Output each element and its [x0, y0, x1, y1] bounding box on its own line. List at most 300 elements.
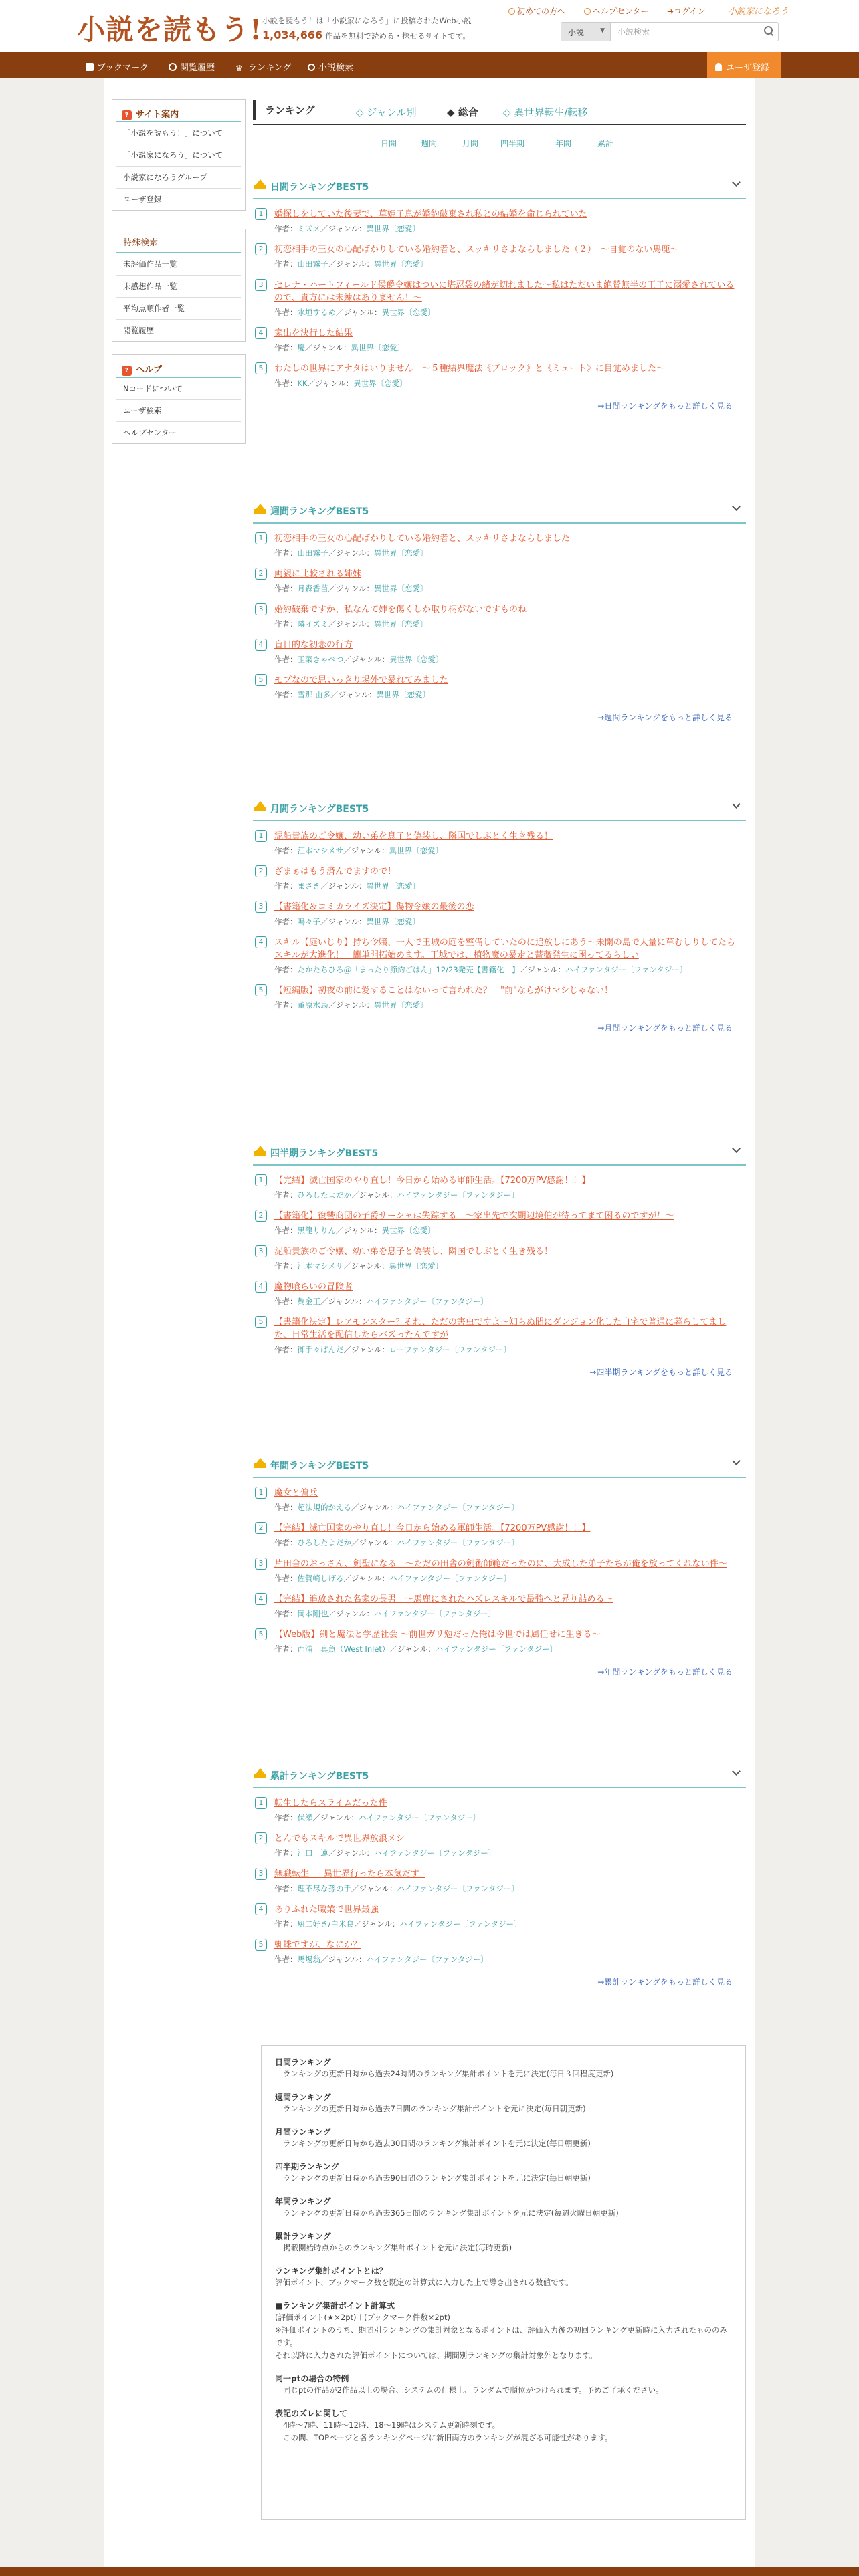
author-label: 作者：: [274, 224, 298, 233]
rank-number: 4: [255, 327, 267, 339]
genre-link[interactable]: 異世界〔恋愛〕: [389, 655, 444, 664]
author-label: 作者：: [274, 619, 298, 629]
user-icon: [715, 63, 722, 71]
genre-link[interactable]: 異世界〔恋愛〕: [373, 619, 428, 629]
author-link[interactable]: 西浦 真魚（West Inlet）: [297, 1644, 390, 1654]
genre-label: ／ジャンル：: [343, 1574, 389, 1583]
novel-title-link[interactable]: 転生したらスライムだった件: [274, 1798, 387, 1808]
author-link[interactable]: 厨二好き/白米良: [297, 1919, 354, 1929]
novel-meta: [261, 1644, 746, 1655]
novel-title-link[interactable]: 蜘蛛ですが、なにか？: [274, 1940, 362, 1950]
login-icon: ➜: [667, 7, 674, 16]
novel-meta: [261, 689, 746, 701]
genre-link[interactable]: ハイファンタジー〔ファンタジー〕: [397, 1503, 519, 1512]
novel-title-link[interactable]: 【Web版】剣と魔法と学歴社会 ～前世ガリ勉だった俺は今世では風任せに生きる～: [274, 1630, 601, 1640]
novel-title-link[interactable]: わたしの世界にアナタはいりません ～５種結界魔法《ブロック》と《ミュート》に目覚めました～: [274, 364, 665, 374]
author-link[interactable]: 董原水鳥: [297, 1000, 328, 1010]
genre-link[interactable]: 異世界〔恋愛〕: [373, 259, 428, 269]
author-link[interactable]: 麹金王: [297, 1297, 320, 1306]
chevron-down-icon: ▼: [600, 27, 605, 34]
sidebar-item[interactable]: 小説家になろうグループ: [116, 167, 241, 189]
novel-meta: [261, 1261, 746, 1272]
novel-meta: [261, 378, 746, 389]
subtab-total[interactable]: 累計: [597, 139, 614, 148]
genre-link[interactable]: 異世界〔恋愛〕: [366, 224, 420, 233]
sidebar-item[interactable]: 「小説を読もう！」について: [116, 122, 241, 144]
ranking-item: [253, 674, 746, 701]
author-label: 作者：: [274, 1848, 298, 1858]
search-input[interactable]: 小説検索: [617, 27, 650, 37]
genre-link[interactable]: 異世界〔恋愛〕: [381, 308, 436, 317]
ranking-item: [253, 830, 746, 857]
novel-meta: [261, 881, 746, 892]
author-link[interactable]: ひろしたよだか: [297, 1190, 351, 1200]
note-heading: 日間ランキング: [275, 2058, 331, 2067]
section-title: 累計ランキングBEST5: [270, 1771, 369, 1782]
ranking-item: [253, 1316, 746, 1356]
ranking-item: [253, 1797, 746, 1824]
author-link[interactable]: 玉菜きゃべつ: [297, 655, 344, 664]
sidebar-item[interactable]: 閲覧履歴: [123, 326, 154, 335]
novel-title-link[interactable]: 泥船貴族のご令嬢、幼い弟を息子と偽装し、隣国でしぶとく生き残る！: [274, 831, 553, 841]
genre-label: ／ジャンル：: [343, 846, 389, 855]
section-header[interactable]: [253, 1451, 746, 1478]
note-heading: ■ランキング集計ポイント計算式: [275, 2301, 395, 2311]
ranking-item: [253, 639, 746, 665]
rank-number: 2: [255, 1522, 267, 1534]
rank-number: 2: [255, 568, 267, 580]
novel-title-link[interactable]: 【完結】追放された名家の長男 ～馬鹿にされたハズレスキルで最強へと昇り詰める～: [274, 1594, 613, 1604]
author-link[interactable]: 黒龍りりん: [297, 1226, 336, 1235]
author-label: 作者：: [274, 846, 298, 855]
question-icon: ?: [122, 366, 132, 376]
subtab-weekly[interactable]: 週間: [421, 139, 438, 148]
author-label: 作者：: [274, 655, 298, 664]
novel-title-link[interactable]: 【短編版】初夜の前に愛することはないって言われた？ "前"ならがけマシじゃない！: [274, 986, 613, 996]
ranking-notes: [261, 2045, 746, 2520]
section-title: 日間ランキングBEST5: [270, 182, 369, 193]
genre-label: ／ジャンル：: [328, 1609, 374, 1618]
author-label: 作者：: [274, 1190, 298, 1200]
sidebar-item[interactable]: ユーザ検索: [116, 400, 241, 422]
novel-meta: [261, 583, 746, 595]
author-link[interactable]: まさき: [297, 881, 320, 891]
ranking-item: [253, 532, 746, 559]
tab-isekai[interactable]: ◇ 異世界転生/転移: [503, 106, 588, 118]
ranking-item: [253, 327, 746, 354]
crown-icon: ♛: [235, 64, 243, 73]
genre-link[interactable]: ローファンタジー〔ファンタジー〕: [389, 1345, 512, 1354]
author-label: 作者：: [274, 690, 298, 700]
tab-overall[interactable]: ◆ 総合: [447, 106, 478, 118]
sidebar-item[interactable]: 未評価作品一覧: [116, 253, 241, 276]
chevron-down-icon[interactable]: [732, 1457, 741, 1465]
note-text: 同じptの作品が2作品以上の場合、システムの仕様上、ランダムで順位がつけられます。予めご了承ください。: [283, 2385, 664, 2395]
note-text: ※評価ポイントのうち、期間別ランキングの集計対象となるポイントは、評価入力後の初回ランキング更新時に入力されたもののみです。: [275, 2325, 727, 2347]
section-title: 月間ランキングBEST5: [270, 804, 369, 815]
note-heading: 四半期ランキング: [275, 2162, 339, 2171]
genre-label: ／ジャンル：: [320, 917, 367, 926]
novel-title-link[interactable]: 【書籍化＆コミカライズ決定】傷物令嬢の最後の恋: [274, 902, 474, 912]
info-icon: [508, 8, 515, 15]
author-link[interactable]: 鳴々子: [297, 917, 320, 926]
author-label: 作者：: [274, 1644, 298, 1654]
ranking-item: [253, 1939, 746, 1965]
genre-label: ／ジャンル：: [343, 1345, 389, 1354]
novel-title-link[interactable]: 盲目的な初恋の行方: [274, 640, 353, 650]
more-ranking-link[interactable]: →月間ランキングをもっと詳しく見る: [597, 1023, 733, 1033]
novel-title-link[interactable]: セレナ・ハートフィールド侯爵令嬢はついに堪忍袋の緒が切れました～私はただいま絶賛無半の王子に溺愛されているので、貴方には未練はありません！～: [274, 280, 735, 303]
author-label: 作者：: [274, 343, 298, 352]
author-link[interactable]: たかたちひろ＠「まったり節約ごはん」12/23発売【書籍化！】: [297, 965, 520, 974]
genre-link[interactable]: ハイファンタジー〔ファンタジー〕: [435, 1644, 558, 1654]
genre-label: ／ジャンル：: [336, 308, 382, 317]
ranking-item: [253, 1558, 746, 1584]
note-heading: 累計ランキング: [275, 2232, 331, 2241]
genre-link[interactable]: 異世界〔恋愛〕: [376, 690, 431, 700]
author-label: 作者：: [274, 965, 298, 974]
genre-link[interactable]: 異世界〔恋愛〕: [351, 343, 405, 352]
nav-ranking[interactable]: ♛ ランキング: [235, 63, 292, 73]
author-link[interactable]: 慶: [297, 343, 305, 352]
author-link[interactable]: KK: [297, 379, 308, 388]
novel-title-link[interactable]: 【完結】滅亡国家のやり直し！今日から始める軍師生活。【7200万PV感謝！！】: [274, 1176, 591, 1186]
note-heading: ランキング集計ポイントとは？: [275, 2266, 387, 2276]
author-label: 作者：: [274, 1503, 298, 1512]
genre-label: ／ジャンル：: [519, 965, 566, 974]
bookmark-icon: [86, 63, 94, 71]
genre-link[interactable]: ハイファンタジー〔ファンタジー〕: [397, 1190, 519, 1200]
chevron-down-icon[interactable]: [732, 1144, 741, 1153]
author-label: 作者：: [274, 379, 298, 388]
rank-number: 1: [255, 830, 267, 842]
partner-logo[interactable]: 小説家になろう: [728, 7, 789, 17]
genre-label: ／ジャンル：: [351, 1503, 397, 1512]
section-title: 四半期ランキングBEST5: [270, 1148, 379, 1159]
note-heading: 表記のズレに関して: [275, 2409, 348, 2418]
author-link[interactable]: ミズメ: [297, 224, 320, 233]
genre-label: ／ジャンル：: [351, 1190, 397, 1200]
nav-history[interactable]: 閲覧履歴: [169, 60, 215, 73]
novel-title-link[interactable]: スキル【庭いじり】持ち令嬢、一人で王城の庭を整備していたのに追放しにあう～未開の島で大量に草むしりしてたらスキルが大進化！ 簡単開拓始めます。王城では、植物魔の暴走と薔薇発生に困ってるらしい: [274, 938, 735, 960]
subtab-yearly[interactable]: 年間: [555, 139, 572, 148]
novel-title-link[interactable]: 両親に比較される姉妹: [274, 569, 362, 579]
more-ranking-link[interactable]: →日間ランキングをもっと詳しく見る: [597, 401, 733, 411]
more-ranking-link[interactable]: →累計ランキングをもっと詳しく見る: [597, 1977, 733, 1987]
rank-number: 5: [255, 674, 267, 686]
search-icon[interactable]: [763, 25, 774, 36]
sidebar-help: [112, 354, 246, 444]
author-label: 作者：: [274, 881, 298, 891]
genre-label: ／ジャンル：: [351, 1538, 397, 1547]
novel-title-link[interactable]: モブなので思いっきり場外で暴れてみました: [274, 675, 449, 685]
sidebar-item[interactable]: Nコードについて: [116, 378, 241, 400]
author-label: 作者：: [274, 1955, 298, 1964]
genre-link[interactable]: ハイファンタジー〔ファンタジー〕: [358, 1813, 481, 1822]
rank-number: 2: [255, 243, 267, 255]
ranking-item: [253, 1868, 746, 1895]
novel-meta: [261, 1608, 746, 1620]
question-icon: [584, 8, 591, 15]
genre-link[interactable]: ハイファンタジー〔ファンタジー〕: [366, 1955, 488, 1964]
author-link[interactable]: 江口 連: [297, 1848, 328, 1858]
ranking-section: [253, 794, 746, 1033]
note-heading: 同一ptの場合の特例: [275, 2374, 349, 2383]
author-link[interactable]: ひろしたよだか: [297, 1538, 351, 1547]
nav-bookmark[interactable]: ブックマーク: [86, 60, 149, 73]
sidebar-site-guide: [112, 99, 246, 211]
ranking-item: [253, 243, 746, 270]
author-label: 作者：: [274, 1226, 298, 1235]
ranking-item: [253, 279, 746, 318]
ranking-section: [253, 1139, 746, 1378]
novel-title-link[interactable]: 【完結】滅亡国家のやり直し！今日から始める軍師生活。【7200万PV感謝！！】: [274, 1523, 591, 1533]
author-link[interactable]: 雪那 由多: [297, 690, 331, 700]
sidebar-special-search: [112, 229, 246, 342]
genre-link[interactable]: 異世界〔恋愛〕: [373, 548, 428, 558]
link-login[interactable]: ➜ログイン: [667, 7, 706, 16]
more-ranking-link[interactable]: →年間ランキングをもっと詳しく見る: [597, 1667, 733, 1677]
genre-link[interactable]: 異世界〔恋愛〕: [389, 846, 444, 855]
section-title: 年間ランキングBEST5: [270, 1461, 369, 1471]
chevron-down-icon[interactable]: [732, 178, 741, 187]
rank-number: 3: [255, 1245, 267, 1257]
author-link[interactable]: 佐賀崎しげる: [297, 1574, 344, 1583]
genre-link[interactable]: ハイファンタジー〔ファンタジー〕: [397, 1538, 519, 1547]
novel-meta: [261, 307, 746, 318]
novel-title-link[interactable]: 泥船貴族のご令嬢、幼い弟を息子と偽装し、隣国でしぶとく生き残る！: [274, 1247, 553, 1257]
sidebar-heading: ? サイト案内: [116, 102, 241, 122]
genre-label: ／ジャンル：: [307, 379, 354, 388]
rank-number: 1: [255, 1797, 267, 1809]
crown-icon: [254, 504, 266, 514]
genre-link[interactable]: 異世界〔恋愛〕: [353, 379, 407, 388]
more-ranking-link[interactable]: →週間ランキングをもっと詳しく見る: [597, 713, 733, 722]
author-label: 作者：: [274, 1297, 298, 1306]
ranking-item: [253, 1903, 746, 1930]
crown-icon: [254, 1146, 266, 1156]
note-text: それ以降に入力された評価ポイントについては、期間別ランキングの集計対象外となります。: [275, 2351, 597, 2360]
sidebar-item[interactable]: ヘルプセンター: [123, 428, 177, 437]
author-label: 作者：: [274, 1000, 298, 1010]
novel-title-link[interactable]: 【書籍化】復讐商団の子爵サーシャは失踪する ～家出先で次期辺境伯が待ってまて困るのですが！～: [274, 1211, 674, 1221]
more-ranking-link[interactable]: →四半期ランキングをもっと詳しく見る: [589, 1368, 733, 1377]
novel-meta: [261, 259, 746, 270]
genre-link[interactable]: 異世界〔恋愛〕: [366, 917, 420, 926]
subtab-daily[interactable]: 日間: [381, 139, 397, 148]
genre-link[interactable]: ハイファンタジー〔ファンタジー〕: [373, 1609, 496, 1618]
note-heading: 年間ランキング: [275, 2197, 331, 2206]
author-label: 作者：: [274, 1345, 298, 1354]
rank-number: 3: [255, 1868, 267, 1880]
author-label: 作者：: [274, 308, 298, 317]
genre-label: ／ジャンル：: [353, 1919, 400, 1929]
genre-link[interactable]: ハイファンタジー〔ファンタジー〕: [399, 1919, 522, 1929]
sidebar-item[interactable]: 平均点順作者一覧: [116, 298, 241, 320]
genre-link[interactable]: ハイファンタジー〔ファンタジー〕: [397, 1884, 519, 1893]
rank-number: 2: [255, 1210, 267, 1222]
novel-meta: [261, 916, 746, 928]
novel-title-link[interactable]: ざまぁはもう済んでますので！: [274, 867, 397, 877]
novel-title-link[interactable]: 無職転生 - 異世界行ったら本気だす -: [274, 1869, 425, 1879]
genre-label: ／ジャンル：: [328, 1000, 374, 1010]
author-label: 作者：: [274, 584, 298, 593]
sidebar-item[interactable]: 未感想作品一覧: [116, 276, 241, 298]
ranking-item: [253, 603, 746, 630]
section-header[interactable]: [253, 1139, 746, 1166]
rank-number: 2: [255, 865, 267, 877]
ranking-item: [253, 865, 746, 892]
author-link[interactable]: 御手々ぱんだ: [297, 1345, 344, 1354]
chevron-down-icon[interactable]: [732, 800, 741, 809]
crown-icon: [254, 179, 266, 189]
ranking-item: [253, 1832, 746, 1859]
rank-number: 1: [255, 1487, 267, 1499]
note-text: ランキングの更新日時から過去7日間のランキング集計ポイントを元に決定(毎日朝更新): [283, 2104, 586, 2113]
genre-label: ／ジャンル：: [343, 655, 389, 664]
section-header[interactable]: [253, 497, 746, 524]
novel-meta: [261, 619, 746, 630]
novel-meta: [261, 1502, 746, 1513]
author-link[interactable]: 江本マシメサ: [297, 846, 344, 855]
novel-title-link[interactable]: ありふれた職業で世界最強: [274, 1905, 379, 1915]
genre-link[interactable]: ハイファンタジー〔ファンタジー〕: [565, 965, 688, 974]
ranking-section: [253, 497, 746, 723]
link-help-center[interactable]: ヘルプセンター: [584, 7, 656, 16]
rank-number: 2: [255, 1832, 267, 1844]
chevron-down-icon[interactable]: [732, 1767, 741, 1776]
genre-label: ／ジャンル：: [320, 1297, 367, 1306]
search-type-select[interactable]: 小説 ▼: [561, 23, 611, 41]
rank-number: 5: [255, 1628, 267, 1640]
question-icon: ?: [122, 110, 132, 120]
subtab-quarterly[interactable]: 四半期: [500, 139, 525, 148]
note-text: 掲載開始時点からのランキング集計ポイントを元に決定(毎時更新): [283, 2243, 512, 2252]
genre-link[interactable]: 異世界〔恋愛〕: [389, 1261, 444, 1271]
novel-meta: [261, 1296, 746, 1307]
note-text: 評価ポイント、ブックマーク数を既定の計算式に入力した上で導き出される数値です。: [275, 2278, 573, 2287]
sidebar-item[interactable]: 「小説家になろう」について: [116, 144, 241, 167]
section-header[interactable]: [253, 1761, 746, 1788]
author-link[interactable]: 岡本剛也: [297, 1609, 328, 1618]
genre-label: ／ジャンル：: [328, 548, 374, 558]
ranking-section: [253, 1451, 746, 1677]
genre-link[interactable]: 異世界〔恋愛〕: [373, 584, 428, 593]
novel-title-link[interactable]: 魔女と傭兵: [274, 1488, 318, 1498]
ranking-item: [253, 1487, 746, 1513]
author-label: 作者：: [274, 1884, 298, 1893]
subtab-monthly[interactable]: 月間: [462, 139, 479, 148]
rank-number: 3: [255, 279, 267, 291]
rank-number: 5: [255, 1939, 267, 1951]
ranking-item: [253, 208, 746, 235]
novel-title-link[interactable]: 初恋相手の王女の心配ばかりしている婚約者と、スッキリさよならしました: [274, 534, 570, 544]
top-links: [508, 5, 722, 17]
note-text: ランキングの更新日時から過去24時間のランキング集計ポイントを元に決定(毎日３回程度更新): [283, 2069, 614, 2078]
novel-title-link[interactable]: 初恋相手の王女の心配ばかりしている婚約者と、スッキリさよならしました（２） ～自覚のない馬鹿～: [274, 245, 679, 255]
genre-label: ／ジャンル：: [328, 619, 374, 629]
genre-label: ／ジャンル：: [330, 690, 377, 700]
novel-title-link[interactable]: 婚探しをしていた後妻で、草姫子息が婚約破棄され私との結婚を命じられていた: [274, 209, 587, 219]
note-heading: 月間ランキング: [275, 2127, 331, 2137]
genre-link[interactable]: 異世界〔恋愛〕: [381, 1226, 436, 1235]
note-text: (評価ポイント(★×2pt)＋(ブックマーク件数×2pt): [275, 2313, 450, 2322]
author-link[interactable]: 水垣するめ: [297, 308, 336, 317]
author-label: 作者：: [274, 1261, 298, 1271]
history-icon: [169, 63, 177, 71]
genre-label: ／ジャンル：: [320, 1955, 367, 1964]
novel-title-link[interactable]: 家出を決行した結果: [274, 328, 353, 338]
section-header[interactable]: [253, 794, 746, 821]
novel-title-link[interactable]: とんでもスキルで異世界放浪メシ: [274, 1834, 405, 1844]
genre-link[interactable]: ハイファンタジー〔ファンタジー〕: [373, 1848, 496, 1858]
chevron-down-icon[interactable]: [732, 502, 741, 511]
link-beginners[interactable]: 初めての方へ: [508, 7, 573, 16]
author-link[interactable]: 伏瀬: [297, 1813, 313, 1822]
genre-label: ／ジャンル：: [351, 1884, 397, 1893]
ranking-item: [253, 936, 746, 976]
novel-title-link[interactable]: 片田舎のおっさん、剣聖になる ～ただの田舎の剣術師範だったのに、大成した弟子たちが俺を放ってくれない件～: [274, 1559, 727, 1569]
author-link[interactable]: 隣イズミ: [297, 619, 328, 629]
author-link[interactable]: 理不尽な孫の手: [297, 1884, 351, 1893]
novel-title-link[interactable]: 婚約破棄ですか、私なんて姉を傷くしか取り柄がないですものね: [274, 605, 527, 615]
author-label: 作者：: [274, 1538, 298, 1547]
novel-meta: [261, 548, 746, 559]
section-header[interactable]: [253, 173, 746, 199]
author-link[interactable]: 馬場翁: [297, 1955, 320, 1964]
ranking-section: [253, 173, 746, 411]
author-link[interactable]: 山田露子: [297, 548, 328, 558]
tagline: 小説を読もう！は「小説家になろう」に投稿されたWeb小説: [262, 16, 472, 25]
genre-link[interactable]: ハイファンタジー〔ファンタジー〕: [389, 1574, 512, 1583]
rank-number: 4: [255, 936, 267, 948]
note-text: この間、TOPページと各ランキングページに新旧両方のランキングが混ざる可能性があります。: [283, 2433, 613, 2442]
tab-underline: [253, 124, 746, 125]
author-label: 作者：: [274, 259, 298, 269]
novel-meta: [261, 964, 746, 976]
ranking-item: [253, 568, 746, 595]
nav-search[interactable]: 小説検索: [308, 60, 353, 73]
note-text: ランキングの更新日時から過去30日間のランキング集計ポイントを元に決定(毎日朝更新): [283, 2139, 591, 2148]
site-logo[interactable]: 小説を読もう!: [77, 13, 263, 46]
crown-icon: [254, 1458, 266, 1468]
author-link[interactable]: 月森香苗: [297, 584, 328, 593]
novel-meta: [261, 1954, 746, 1965]
genre-link[interactable]: 異世界〔恋愛〕: [366, 881, 420, 891]
rank-number: 4: [255, 1903, 267, 1915]
sidebar-item[interactable]: ユーザ登録: [123, 195, 162, 204]
novel-title-link[interactable]: 【書籍化決定】レアモンスター？それ、ただの害虫ですよ～知らぬ間にダンジョン化した自宅で普通に暮らしてました、日常生活を配信したらバズったんですが: [274, 1317, 727, 1340]
genre-label: ／ジャンル：: [389, 1644, 436, 1654]
author-link[interactable]: 超法規的かえる: [297, 1503, 351, 1512]
genre-link[interactable]: ハイファンタジー〔ファンタジー〕: [366, 1297, 488, 1306]
novel-meta: [261, 1883, 746, 1895]
author-link[interactable]: 山田露子: [297, 259, 328, 269]
rank-number: 4: [255, 1281, 267, 1293]
rank-number: 1: [255, 208, 267, 220]
author-link[interactable]: 江本マシメサ: [297, 1261, 344, 1271]
genre-label: ／ジャンル：: [312, 1813, 359, 1822]
novel-meta: [261, 1000, 746, 1011]
novel-title-link[interactable]: 魔物喰らいの冒険者: [274, 1282, 353, 1292]
rank-number: 5: [255, 1316, 267, 1328]
tab-genre[interactable]: ◇ ジャンル別: [356, 106, 417, 118]
genre-label: ／ジャンル：: [320, 881, 367, 891]
crown-icon: [254, 1768, 266, 1778]
user-register-button[interactable]: ユーザ登録: [707, 52, 781, 78]
genre-link[interactable]: 異世界〔恋愛〕: [373, 1000, 428, 1010]
novel-meta: [261, 342, 746, 354]
